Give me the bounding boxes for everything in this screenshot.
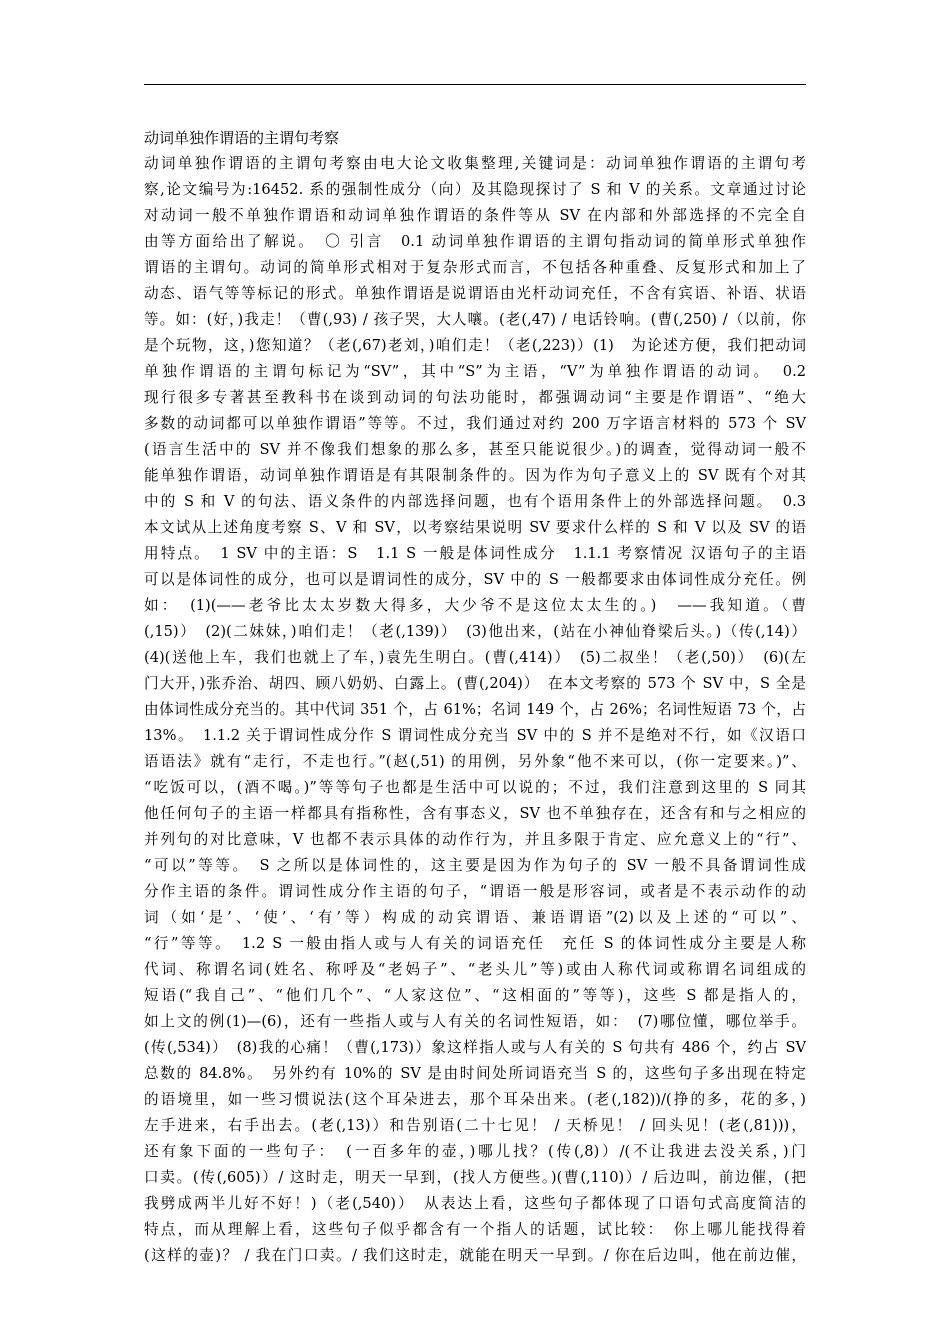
body-line: 察,论文编号为:16452. 系的强制性成分（向）及其隐现探讨了 S 和 V 的关系。文章通过讨论 bbox=[144, 181, 806, 198]
body-line: 等。如：(好，)我走！（曹(,93) / 孩子哭，大人嚷。(老(,47) / 电话铃响。(曹(,250) /（以前，你 bbox=[144, 311, 806, 328]
document-body bbox=[144, 151, 806, 1269]
body-line: 动态、语气等等标记的形式。单独作谓语是说谓语由光杆动词充任，不含有宾语、补语、状语 bbox=[144, 285, 806, 302]
body-line: 分作主语的条件。谓词性成分作主语的句子，“谓语一般是形容词，或者是不表示动作的动 bbox=[144, 883, 806, 900]
body-line: 门大开，)张乔治、胡四、顾八奶奶、白露上。(曹(,204)） 在本文考察的 573 个 SV 中，S 全是 bbox=[144, 675, 806, 692]
body-line: 由等方面给出了解说。 〇 引言 0.1 动词单独作谓语的主谓句指动词的简单形式单独作 bbox=[144, 233, 806, 250]
body-line: 可以是体词性的成分，也可以是谓词性的成分，SV 中的 S 一般都要求由体词性成分充任。例 bbox=[144, 571, 806, 588]
body-line: 单独作谓语的主谓句标记为“SV”，其中“S”为主语，“V”为单独作谓语的动词。 0.2 bbox=[144, 363, 806, 380]
body-line: (这样的壶)？ / 我在门口卖。/ 我们这时走，就能在明天一早到。/ 你在后边叫，他在前边催， bbox=[144, 1247, 806, 1264]
body-line: 动词单独作谓语的主谓句考察由电大论文收集整理,关键词是：动词单独作谓语的主谓句考 bbox=[144, 155, 806, 172]
body-line: (,15)） (2)(二妹妹，)咱们走！（老(,139)） (3)他出来，(站在小神仙脊梁后头。)（传(,14)） bbox=[144, 623, 806, 640]
body-line: 语语法》就有“走行，不走也行。”(赵(,51) 的用例，另外象“他不来可以，(你一定要来。)”、 bbox=[144, 753, 806, 770]
body-line: (语言生活中的 SV 并不像我们想象的那么多，甚至只能说很少。)的调查，觉得动词一般不 bbox=[144, 441, 806, 458]
body-line: 由体词性成分充当的。其中代词 351 个，占 61%；名词 149 个，占 26%；名词性短语 73 个，占 bbox=[144, 701, 806, 718]
body-line: 现行很多专著甚至教科书在谈到动词的句法功能时，都强调动词“主要是作谓语”、“绝大 bbox=[144, 389, 806, 406]
body-line: “可以”等等。 S 之所以是体词性的，这主要是因为作为句子的 SV 一般不具备谓词性成 bbox=[144, 857, 806, 874]
body-line: 特点，而从理解上看，这些句子似乎都含有一个指人的话题，试比较： 你上哪儿能找得着 bbox=[144, 1221, 806, 1238]
body-line: 左手进来，右手出去。(老(,13)）和告别语(二十七见！ / 天桥见！ / 回头见！(老(,81)))， bbox=[144, 1117, 806, 1134]
body-line: “吃饭可以，(酒不喝。)”等等句子也都是生活中可以说的；不过，我们注意到这里的 S 同其 bbox=[144, 779, 806, 796]
body-line: 代词、称谓名词(姓名、称呼及“老妈子”、“老头儿”等)或由人称代词或称谓名词组成的 bbox=[144, 961, 806, 978]
body-line: 词（如‘是’、‘使’、‘有’等）构成的动宾谓语、兼语谓语”(2)以及上述的“可以”、 bbox=[144, 909, 806, 926]
body-line: 是个玩物，这，)您知道？（老(,67)老刘，)咱们走！（老(,223)）(1) 为论述方便，我们把动词 bbox=[144, 337, 806, 354]
body-line: 口卖。(传(,605)）/ 这时走，明天一早到，(找人方便些。)(曹(,110)）/ 后边叫，前边催，(把 bbox=[144, 1169, 806, 1186]
body-line: 13%。 1.1.2 关于谓词性成分作 S 谓词性成分充当 SV 中的 S 并不是绝对不行，如《汉语口 bbox=[144, 727, 806, 744]
document-title: 动词单独作谓语的主谓句考察 bbox=[144, 129, 340, 147]
body-line: 能单独作谓语，动词单独作谓语是有其限制条件的。因为作为句子意义上的 SV 既有个对其 bbox=[144, 467, 806, 484]
body-line: 他任何句子的主语一样都具有指称性，含有事态义，SV 也不单独存在，还含有和与之相应的 bbox=[144, 805, 806, 822]
body-line: 对动词一般不单独作谓语和动词单独作谓语的条件等从 SV 在内部和外部选择的不完全自 bbox=[144, 207, 806, 224]
body-line: (4)(送他上车，我们也就上了车，)袁先生明白。(曹(,414)） (5)二叔坐！（老(,50)） (6)(左 bbox=[144, 649, 806, 666]
body-line: 如上文的例(1)—(6)，还有一些指人或与人有关的名词性短语，如： (7)哪位懂，哪位举手。 bbox=[144, 1013, 806, 1030]
body-line: 的语境里，如一些习惯说法(这个耳朵进去，那个耳朵出来。(老(,182))/(挣的多，花的多，) bbox=[144, 1091, 806, 1108]
body-line: 多数的动词都可以单独作谓语”等等。不过，我们通过对约 200 万字语言材料的 573 个 SV bbox=[144, 415, 806, 432]
body-line: 谓语的主谓句。动词的简单形式相对于复杂形式而言，不包括各种重叠、反复形式和加上了 bbox=[144, 259, 806, 276]
body-line: (传(,534)） (8)我的心痛！（曹(,173)）象这样指人或与人有关的 S 句共有 486 个，约占 SV bbox=[144, 1039, 806, 1056]
body-line: 并列句的对比意味，V 也都不表示具体的动作行为，并且多限于肯定、应允意义上的“行”、 bbox=[144, 831, 806, 848]
body-line: 还有象下面的一些句子： (一百多年的壶，)哪儿找？(传(,8)）/(不让我进去没关系，)门 bbox=[144, 1143, 806, 1160]
body-line: 中的 S 和 V 的句法、语义条件的内部选择问题，也有个语用条件上的外部选择问题。 0.3 bbox=[144, 493, 806, 510]
header-rule bbox=[144, 84, 806, 85]
body-line: “行”等等。 1.2 S 一般由指人或与人有关的词语充任 充任 S 的体词性成分主要是人称 bbox=[144, 935, 806, 952]
body-line: 短语(“我自己”、“他们几个”、“人家这位”、“这相面的”等等)，这些 S 都是指人的， bbox=[144, 987, 806, 1004]
body-line: 总数的 84.8%。 另外约有 10%的 SV 是由时间处所词语充当 S 的，这些句子多出现在特定 bbox=[144, 1065, 806, 1082]
body-line: 本文试从上述角度考察 S、V 和 SV，以考察结果说明 SV 要求什么样的 S 和 V 以及 SV 的语 bbox=[144, 519, 806, 536]
body-line: 用特点。 1 SV 中的主语：S 1.1 S 一般是体词性成分 1.1.1 考察情况 汉语句子的主语 bbox=[144, 545, 806, 562]
body-line: 如： (1)(——老爷比太太岁数大得多，大少爷不是这位太太生的。) ——我知道。（曹 bbox=[144, 597, 806, 614]
body-line: 我劈成两半儿好不好！)（老(,540)） 从表达上看，这些句子都体现了口语句式高度简洁的 bbox=[144, 1195, 806, 1212]
